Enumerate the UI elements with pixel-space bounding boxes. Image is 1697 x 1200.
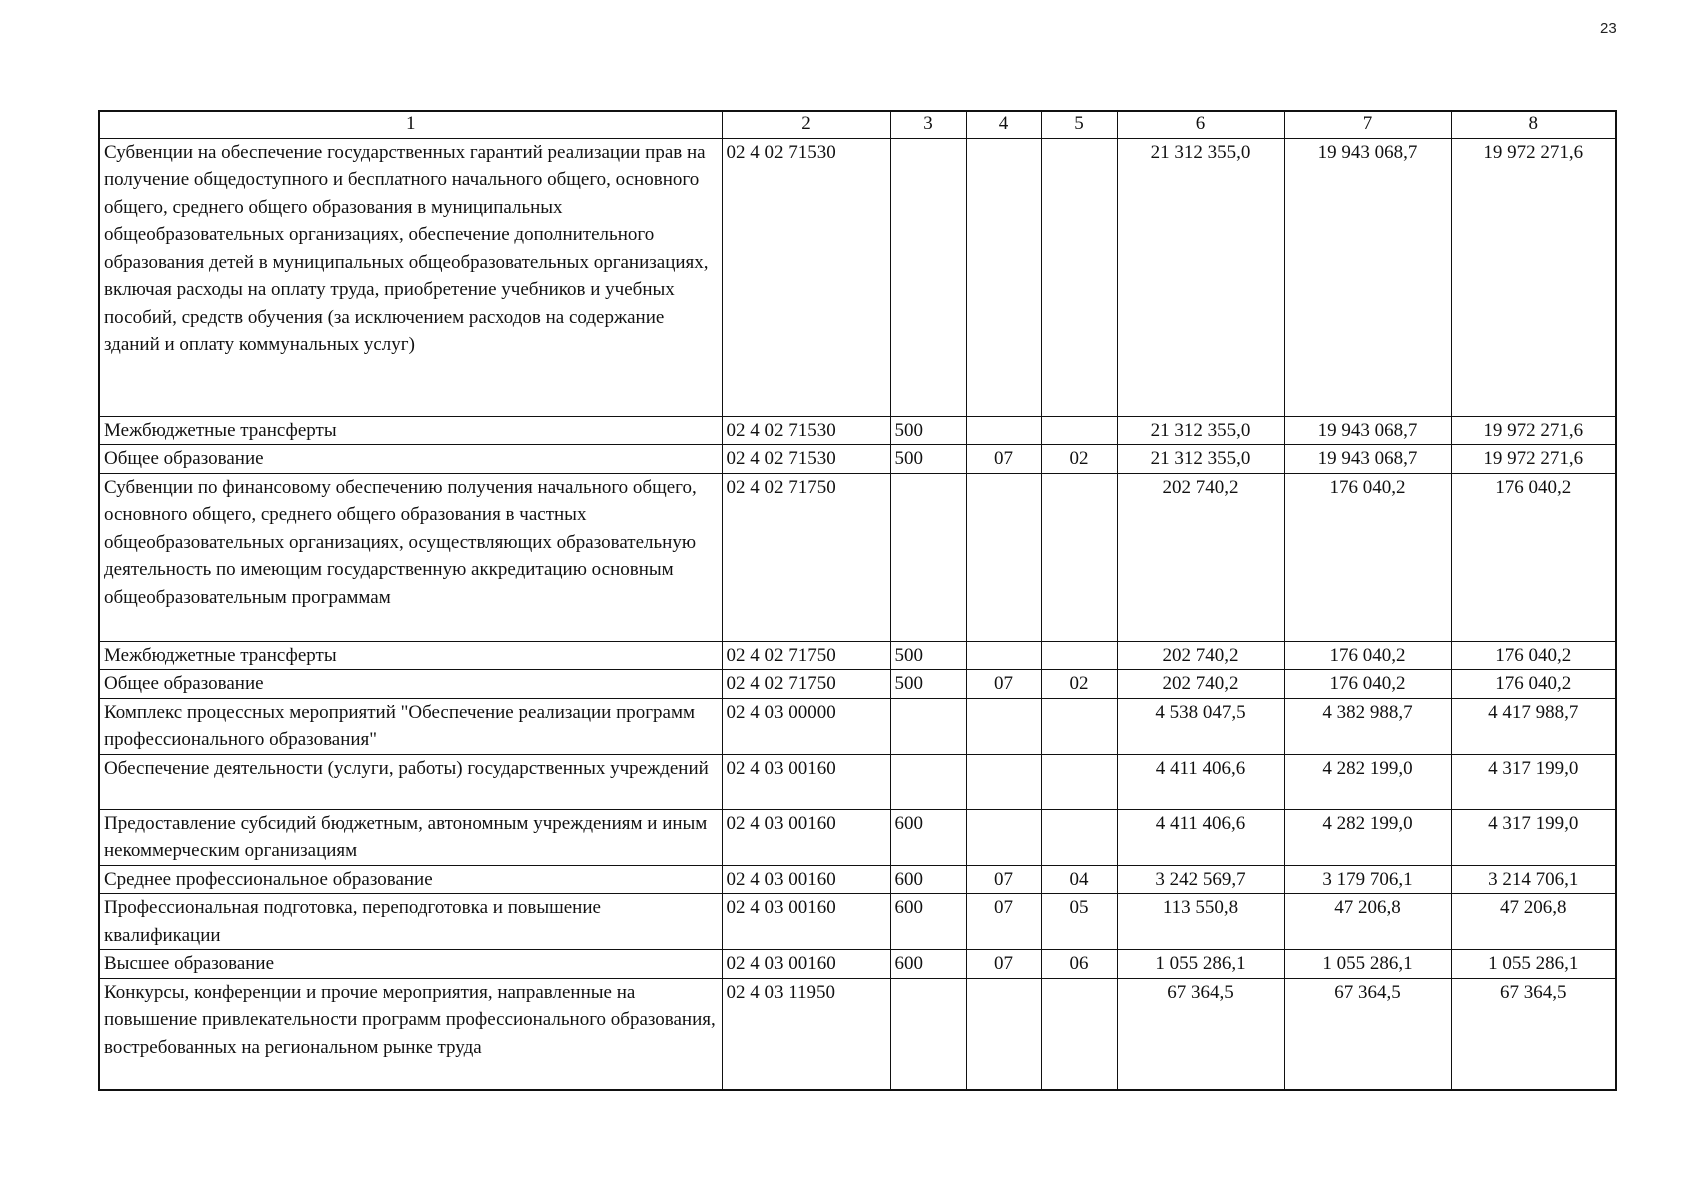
row-section bbox=[966, 416, 1041, 445]
row-name: Субвенции на обеспечение государственных гарантий реализации прав на получение общедоступного и бесплатного начального общего, основного общего, среднего общего образования в муниципальных общеобразовательных организациях, обеспечение дополнительного образования детей в муниципальных общеобразовательных организациях, включая расходы на оплату труда, приобретение учебников и учебных пособий, средств обучения (за исключением расходов на содержание зданий и оплату коммунальных услуг) bbox=[99, 138, 722, 416]
header-cell-2: 2 bbox=[722, 111, 890, 138]
row-name: Общее образование bbox=[99, 670, 722, 699]
row-subsection bbox=[1041, 416, 1117, 445]
row-name: Конкурсы, конференции и прочие мероприятия, направленные на повышение привлекательности программ профессионального образования, востребованных на региональном рынке труда bbox=[99, 978, 722, 1090]
row-subsection: 05 bbox=[1041, 894, 1117, 950]
row-section bbox=[966, 473, 1041, 641]
header-cell-8: 8 bbox=[1451, 111, 1616, 138]
row-target-code: 02 4 03 00160 bbox=[722, 894, 890, 950]
table-row bbox=[99, 978, 1616, 1090]
row-value-7: 47 206,8 bbox=[1284, 894, 1451, 950]
table-row bbox=[99, 641, 1616, 670]
row-value-7: 19 943 068,7 bbox=[1284, 138, 1451, 416]
row-target-code: 02 4 02 71530 bbox=[722, 445, 890, 474]
row-value-8: 4 317 199,0 bbox=[1451, 809, 1616, 865]
row-value-8: 1 055 286,1 bbox=[1451, 950, 1616, 979]
row-subsection bbox=[1041, 754, 1117, 809]
row-name: Комплекс процессных мероприятий "Обеспечение реализации программ профессионального образования" bbox=[99, 698, 722, 754]
row-section bbox=[966, 978, 1041, 1090]
row-target-code: 02 4 03 11950 bbox=[722, 978, 890, 1090]
table-row bbox=[99, 865, 1616, 894]
row-value-7: 4 282 199,0 bbox=[1284, 754, 1451, 809]
row-value-7: 176 040,2 bbox=[1284, 670, 1451, 699]
row-name: Общее образование bbox=[99, 445, 722, 474]
header-cell-1: 1 bbox=[99, 111, 722, 138]
row-value-6: 202 740,2 bbox=[1117, 641, 1284, 670]
row-section: 07 bbox=[966, 865, 1041, 894]
row-value-6: 1 055 286,1 bbox=[1117, 950, 1284, 979]
table-row bbox=[99, 416, 1616, 445]
row-value-8: 19 972 271,6 bbox=[1451, 138, 1616, 416]
row-subsection bbox=[1041, 473, 1117, 641]
row-target-code: 02 4 02 71750 bbox=[722, 641, 890, 670]
row-name: Среднее профессиональное образование bbox=[99, 865, 722, 894]
row-section bbox=[966, 138, 1041, 416]
row-name: Предоставление субсидий бюджетным, автономным учреждениям и иным некоммерческим организациям bbox=[99, 809, 722, 865]
row-value-6: 21 312 355,0 bbox=[1117, 138, 1284, 416]
row-expense-type: 500 bbox=[890, 416, 966, 445]
table-row bbox=[99, 950, 1616, 979]
row-value-7: 176 040,2 bbox=[1284, 641, 1451, 670]
row-value-7: 19 943 068,7 bbox=[1284, 445, 1451, 474]
row-value-8: 67 364,5 bbox=[1451, 978, 1616, 1090]
row-target-code: 02 4 02 71750 bbox=[722, 670, 890, 699]
row-value-8: 4 417 988,7 bbox=[1451, 698, 1616, 754]
row-expense-type bbox=[890, 138, 966, 416]
row-expense-type bbox=[890, 473, 966, 641]
row-target-code: 02 4 02 71530 bbox=[722, 138, 890, 416]
row-section bbox=[966, 641, 1041, 670]
row-value-8: 176 040,2 bbox=[1451, 473, 1616, 641]
row-value-7: 1 055 286,1 bbox=[1284, 950, 1451, 979]
table-row bbox=[99, 698, 1616, 754]
row-subsection: 02 bbox=[1041, 445, 1117, 474]
page-number: 23 bbox=[1600, 20, 1617, 37]
row-value-6: 21 312 355,0 bbox=[1117, 445, 1284, 474]
row-value-7: 4 382 988,7 bbox=[1284, 698, 1451, 754]
row-value-6: 202 740,2 bbox=[1117, 670, 1284, 699]
row-section: 07 bbox=[966, 445, 1041, 474]
row-value-7: 67 364,5 bbox=[1284, 978, 1451, 1090]
row-expense-type: 600 bbox=[890, 950, 966, 979]
row-target-code: 02 4 02 71530 bbox=[722, 416, 890, 445]
row-expense-type: 500 bbox=[890, 445, 966, 474]
row-value-7: 19 943 068,7 bbox=[1284, 416, 1451, 445]
table-row bbox=[99, 670, 1616, 699]
row-value-8: 47 206,8 bbox=[1451, 894, 1616, 950]
row-subsection bbox=[1041, 641, 1117, 670]
row-expense-type: 500 bbox=[890, 641, 966, 670]
row-value-6: 21 312 355,0 bbox=[1117, 416, 1284, 445]
row-name: Высшее образование bbox=[99, 950, 722, 979]
row-subsection: 04 bbox=[1041, 865, 1117, 894]
row-expense-type: 600 bbox=[890, 809, 966, 865]
row-value-7: 176 040,2 bbox=[1284, 473, 1451, 641]
row-value-7: 4 282 199,0 bbox=[1284, 809, 1451, 865]
row-target-code: 02 4 03 00160 bbox=[722, 754, 890, 809]
table-row bbox=[99, 809, 1616, 865]
row-value-8: 176 040,2 bbox=[1451, 641, 1616, 670]
table-row bbox=[99, 445, 1616, 474]
row-target-code: 02 4 03 00160 bbox=[722, 950, 890, 979]
table-row bbox=[99, 754, 1616, 809]
row-name: Субвенции по финансовому обеспечению получения начального общего, основного общего, среднего общего образования в частных общеобразовательных организациях, осуществляющих образовательную деятельность по имеющим государственную аккредитацию основным общеобразовательным программам bbox=[99, 473, 722, 641]
row-value-6: 4 538 047,5 bbox=[1117, 698, 1284, 754]
row-value-6: 113 550,8 bbox=[1117, 894, 1284, 950]
row-value-6: 3 242 569,7 bbox=[1117, 865, 1284, 894]
row-section bbox=[966, 809, 1041, 865]
row-value-8: 19 972 271,6 bbox=[1451, 445, 1616, 474]
header-cell-4: 4 bbox=[966, 111, 1041, 138]
row-expense-type: 600 bbox=[890, 865, 966, 894]
row-section: 07 bbox=[966, 950, 1041, 979]
row-section: 07 bbox=[966, 670, 1041, 699]
header-cell-3: 3 bbox=[890, 111, 966, 138]
row-value-6: 67 364,5 bbox=[1117, 978, 1284, 1090]
budget-table bbox=[98, 110, 1617, 1091]
table-row bbox=[99, 473, 1616, 641]
row-subsection: 02 bbox=[1041, 670, 1117, 699]
row-value-8: 4 317 199,0 bbox=[1451, 754, 1616, 809]
table-row bbox=[99, 894, 1616, 950]
row-target-code: 02 4 02 71750 bbox=[722, 473, 890, 641]
row-expense-type: 600 bbox=[890, 894, 966, 950]
row-name: Межбюджетные трансферты bbox=[99, 641, 722, 670]
row-value-7: 3 179 706,1 bbox=[1284, 865, 1451, 894]
header-cell-7: 7 bbox=[1284, 111, 1451, 138]
row-section: 07 bbox=[966, 894, 1041, 950]
row-name: Обеспечение деятельности (услуги, работы) государственных учреждений bbox=[99, 754, 722, 809]
row-value-6: 202 740,2 bbox=[1117, 473, 1284, 641]
row-name: Профессиональная подготовка, переподготовка и повышение квалификации bbox=[99, 894, 722, 950]
row-subsection bbox=[1041, 978, 1117, 1090]
row-expense-type bbox=[890, 754, 966, 809]
row-target-code: 02 4 03 00160 bbox=[722, 865, 890, 894]
row-value-8: 176 040,2 bbox=[1451, 670, 1616, 699]
row-subsection bbox=[1041, 138, 1117, 416]
header-cell-6: 6 bbox=[1117, 111, 1284, 138]
row-expense-type bbox=[890, 698, 966, 754]
row-value-8: 19 972 271,6 bbox=[1451, 416, 1616, 445]
row-target-code: 02 4 03 00000 bbox=[722, 698, 890, 754]
row-section bbox=[966, 698, 1041, 754]
row-value-8: 3 214 706,1 bbox=[1451, 865, 1616, 894]
header-cell-5: 5 bbox=[1041, 111, 1117, 138]
table-row bbox=[99, 138, 1616, 416]
row-section bbox=[966, 754, 1041, 809]
row-subsection: 06 bbox=[1041, 950, 1117, 979]
row-target-code: 02 4 03 00160 bbox=[722, 809, 890, 865]
row-name: Межбюджетные трансферты bbox=[99, 416, 722, 445]
row-value-6: 4 411 406,6 bbox=[1117, 809, 1284, 865]
row-subsection bbox=[1041, 809, 1117, 865]
row-expense-type bbox=[890, 978, 966, 1090]
row-expense-type: 500 bbox=[890, 670, 966, 699]
header-row bbox=[99, 111, 1616, 138]
row-subsection bbox=[1041, 698, 1117, 754]
row-value-6: 4 411 406,6 bbox=[1117, 754, 1284, 809]
